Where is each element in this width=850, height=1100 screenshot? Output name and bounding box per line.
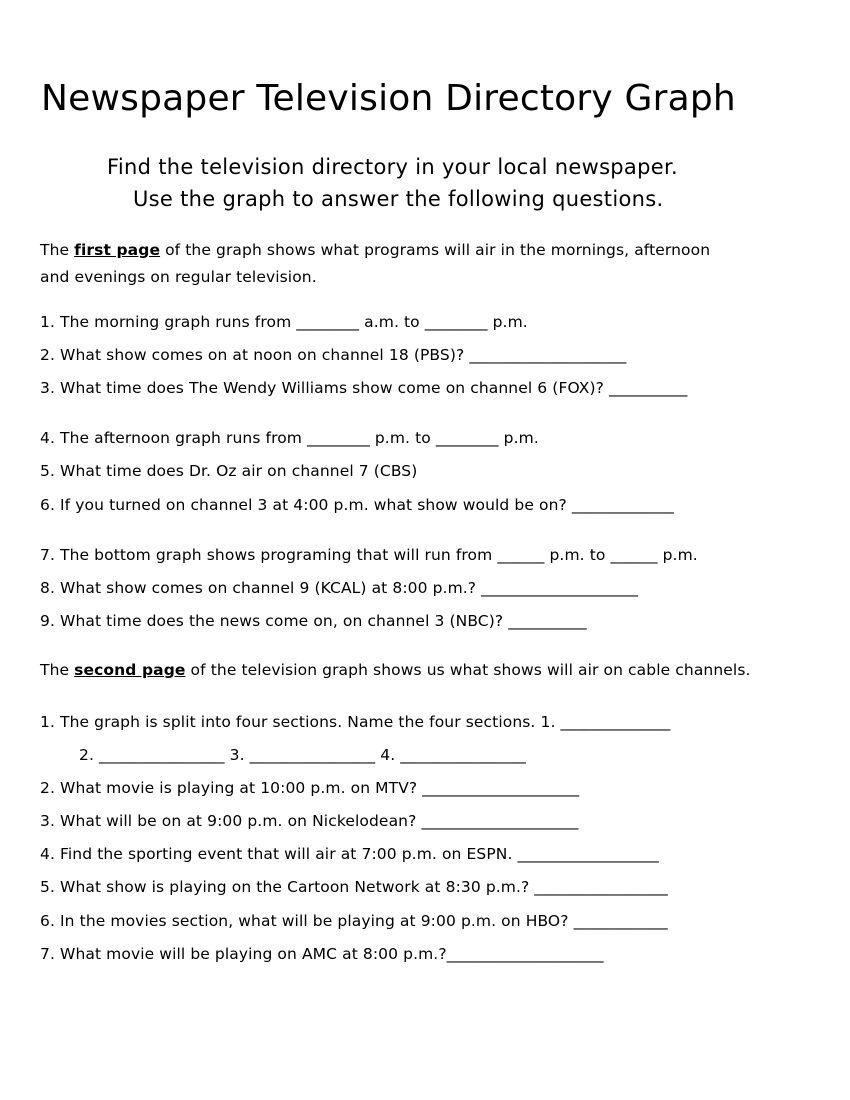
question-2-3: 3. What will be on at 9:00 p.m. on Nickelodean? ____________________	[40, 812, 579, 830]
intro-second-page-post: of the television graph shows us what shows will air on cable channels.	[185, 661, 751, 679]
second-page-emphasis: second page	[74, 661, 186, 679]
question-2-1: 1. The graph is split into four sections. Name the four sections. 1. ______________	[40, 713, 671, 731]
intro-first-page-line-2: and evenings on regular television.	[40, 268, 317, 286]
question-1-2: 2. What show comes on at noon on channel 18 (PBS)? ____________________	[40, 346, 627, 364]
subtitle-line-2: Use the graph to answer the following questions.	[133, 187, 664, 211]
question-1-7: 7. The bottom graph shows programing that will run from ______ p.m. to ______ p.m.	[40, 546, 698, 564]
intro-second-page-pre: The	[40, 661, 75, 679]
question-1-8: 8. What show comes on channel 9 (KCAL) at 8:00 p.m.? ____________________	[40, 579, 639, 597]
intro-first-page-post: of the graph shows what programs will air in the mornings, afternoon	[160, 241, 711, 259]
intro-second-page	[40, 661, 751, 679]
question-1-5: 5. What time does Dr. Oz air on channel 7 (CBS)	[40, 462, 418, 480]
question-2-5: 5. What show is playing on the Cartoon Network at 8:30 p.m.? _________________	[40, 878, 668, 896]
subtitle-line-1: Find the television directory in your local newspaper.	[107, 155, 678, 179]
question-2-2: 2. What movie is playing at 10:00 p.m. on MTV? ____________________	[40, 779, 580, 797]
page-title: Newspaper Television Directory Graph	[41, 78, 736, 119]
question-1-4: 4. The afternoon graph runs from ________ p.m. to ________ p.m.	[40, 429, 539, 447]
question-1-3: 3. What time does The Wendy Williams show come on channel 6 (FOX)? __________	[40, 379, 688, 397]
question-1-9: 9. What time does the news come on, on channel 3 (NBC)? __________	[40, 612, 587, 630]
question-1-1: 1. The morning graph runs from ________ a.m. to ________ p.m.	[40, 313, 528, 331]
question-1-6: 6. If you turned on channel 3 at 4:00 p.m. what show would be on? _____________	[40, 496, 674, 514]
intro-first-page	[40, 241, 710, 259]
first-page-emphasis: first page	[74, 241, 161, 259]
question-2-7: 7. What movie will be playing on AMC at 8:00 p.m.?____________________	[40, 945, 604, 963]
question-2-4: 4. Find the sporting event that will air at 7:00 p.m. on ESPN. __________________	[40, 845, 659, 863]
question-2-1-sections: 2. ________________ 3. ________________ 4. ________________	[79, 746, 526, 764]
intro-first-page-pre: The	[40, 241, 75, 259]
question-2-6: 6. In the movies section, what will be playing at 9:00 p.m. on HBO? ____________	[40, 912, 668, 930]
